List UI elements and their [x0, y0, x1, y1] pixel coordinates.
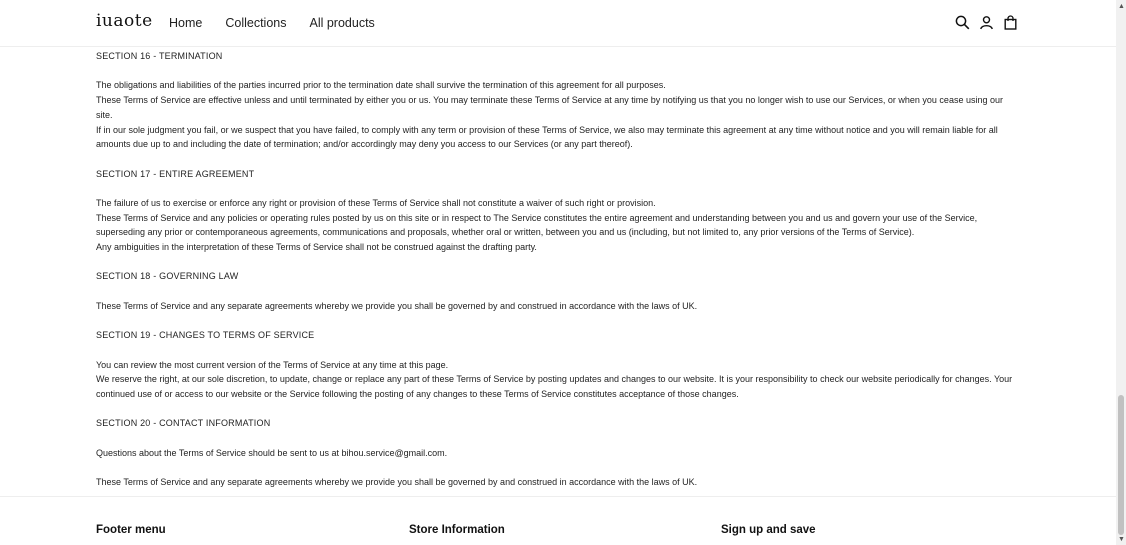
section-20-paragraph: These Terms of Service and any separate agreements whereby we provide you shall be governed by and construed in accordance with the laws of UK.: [96, 477, 698, 488]
section-20-paragraph: [96, 446, 1021, 461]
store-logo[interactable]: iuaote: [96, 11, 153, 31]
footer-menu-heading: Footer menu: [96, 524, 166, 536]
section-16-paragraph: These Terms of Service are effective unless and until terminated by either you or us. You may terminate these Terms of Service at any time by notifying us that you no longer wish to use our Services, or when you cease using our site.: [96, 95, 1003, 120]
section-19-heading: SECTION 19 - CHANGES TO TERMS OF SERVICE: [96, 330, 315, 341]
section-20-heading: SECTION 20 - CONTACT INFORMATION: [96, 418, 271, 429]
sign-up-heading: Sign up and save: [721, 524, 816, 536]
store-information-heading: Store Information: [409, 524, 505, 536]
header-icons: [955, 15, 1018, 30]
nav-home[interactable]: Home: [169, 16, 203, 30]
nav-collections[interactable]: Collections: [225, 16, 287, 30]
account-icon[interactable]: [979, 15, 994, 30]
site-header: [0, 0, 1116, 47]
scroll-down-arrow-icon[interactable]: ▼: [1118, 536, 1125, 543]
section-17-heading: SECTION 17 - ENTIRE AGREEMENT: [96, 168, 255, 179]
terms-content: [96, 49, 1021, 490]
section-19-paragraph: We reserve the right, at our sole discretion, to update, change or replace any part of these Terms of Service by posting updates and changes to our website. It is your responsibility to check our website periodically for changes. Your continued use of or access to our website or the Service following the posting of any changes to these Terms of Service constitutes acceptance of those changes.: [96, 374, 1013, 400]
section-18-heading: SECTION 18 - GOVERNING LAW: [96, 271, 239, 282]
scrollbar-thumb[interactable]: [1118, 395, 1124, 535]
footer-divider: [0, 496, 1116, 497]
bag-icon[interactable]: [1003, 15, 1018, 30]
contact-text: Questions about the Terms of Service should be sent to us at: [96, 447, 342, 458]
section-16-paragraph: The obligations and liabilities of the parties incurred prior to the termination date shall survive the termination of this agreement for all purposes.: [96, 80, 666, 91]
section-19-paragraph: You can review the most current version of the Terms of Service at any time at this page.: [96, 359, 449, 370]
contact-email-link[interactable]: bihou.service@gmail.com.: [341, 447, 448, 458]
section-17-paragraph: Any ambiguities in the interpretation of these Terms of Service shall not be construed against the drafting party.: [96, 242, 537, 253]
section-18-paragraph: These Terms of Service and any separate agreements whereby we provide you shall be governed by and construed in accordance with the laws of UK.: [96, 300, 698, 311]
page-scrollbar[interactable]: [1116, 0, 1126, 545]
search-icon[interactable]: [955, 15, 970, 30]
section-17-paragraph: These Terms of Service and any policies or operating rules posted by us on this site or in respect to The Service constitutes the entire agreement and understanding between you and us and govern your use of the Service, superseding any prior or contemporaneous agreements, communications and proposals, whether oral or written, between you and us (including, but not limited to, any prior versions of the Terms of Service).: [96, 212, 978, 238]
scroll-up-arrow-icon[interactable]: ▲: [1118, 3, 1125, 10]
nav-all-products[interactable]: All products: [309, 16, 375, 30]
section-16-paragraph: If in our sole judgment you fail, or we suspect that you have failed, to comply with any term or provision of these Terms of Service, we also may terminate this agreement at any time without notice and you will remain liable for all amounts due up to and including the date of termination; and/or accordingly may deny you access to our Services (or any part thereof).: [96, 124, 998, 150]
main-nav: [169, 16, 375, 30]
section-16-heading: SECTION 16 - TERMINATION: [96, 51, 223, 61]
section-17-paragraph: The failure of us to exercise or enforce any right or provision of these Terms of Service shall not constitute a waiver of such right or provision.: [96, 197, 656, 208]
